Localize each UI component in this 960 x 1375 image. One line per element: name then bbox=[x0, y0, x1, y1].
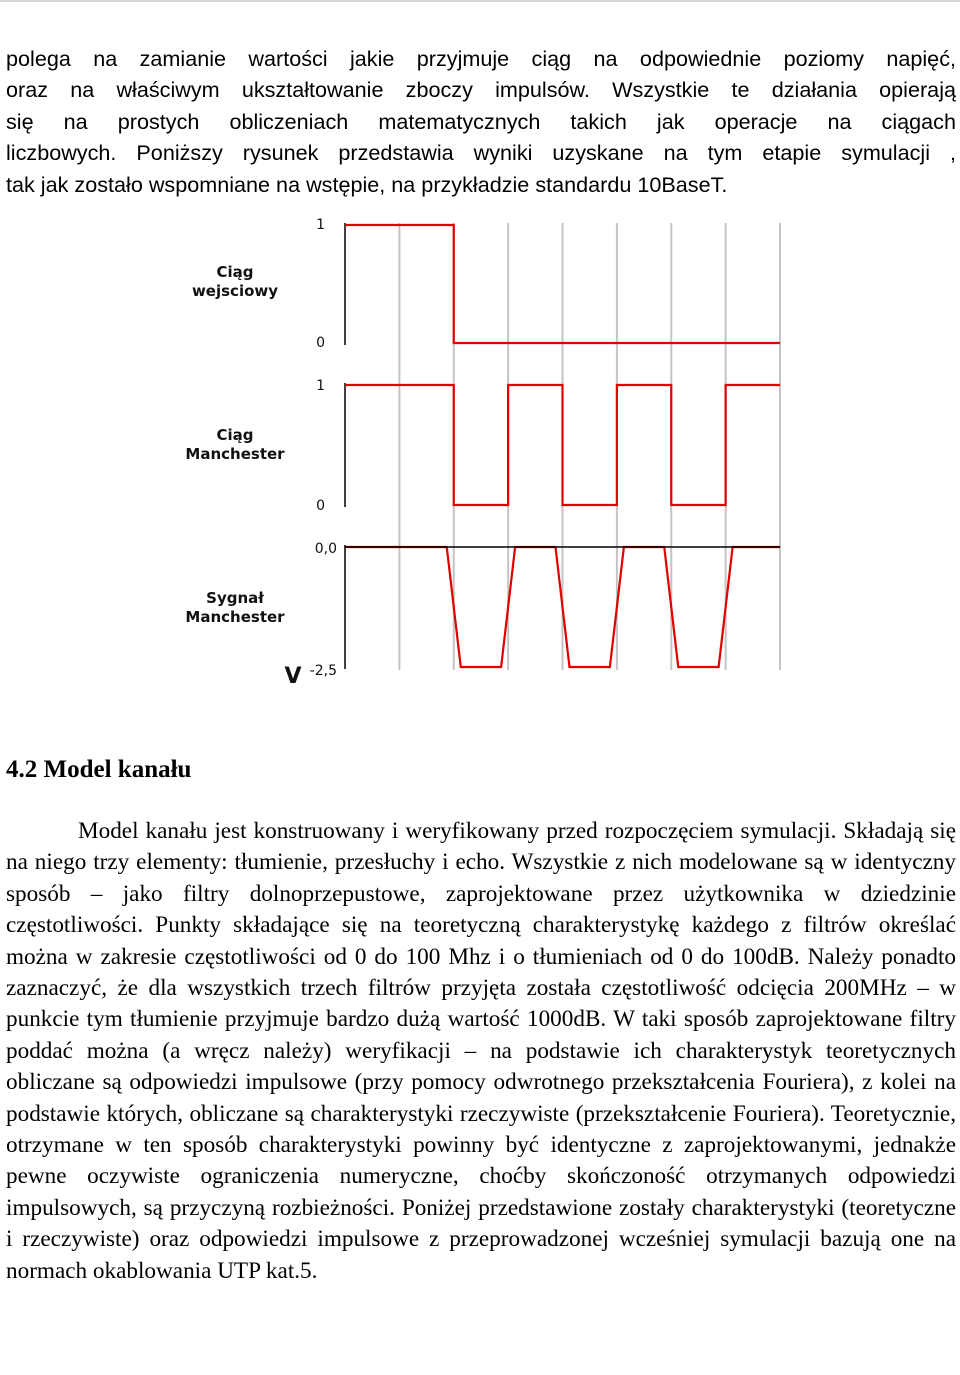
input-tick-top: 1 bbox=[316, 217, 325, 233]
intro-paragraph bbox=[6, 43, 956, 200]
intro-line-3: się na prostych obliczeniach matematycznych takich jak operacje na ciągach bbox=[6, 108, 956, 134]
input-label-line2: wejsciowy bbox=[191, 282, 279, 300]
manchester-tick-top: 1 bbox=[316, 378, 325, 394]
intro-line-4-end: Poniższy rysunek przedstawia wyniki uzyskane na tym etapie symulacji , bbox=[136, 140, 956, 166]
body-paragraph: Model kanału jest konstruowany i weryfikowany przed rozpoczęciem symulacji. Składają się na niego trzy elementy: tłumienie, przesłuchy i echo. Wszystkie z nich modelowane są w identyczny sposób – jako filtry dolnoprzepustowe, zaprojektowane przez użytkownika w dziedzinie częstotliwości. Punkty składające się na teoretyczną charakterystykę każdego z filtrów określać można w zakresie częstotliwości od 0 do 100 Mhz i o tłumieniach od 0 do 100dB. Należy ponadto zaznaczyć, że dla wszystkich trzech filtrów przyjęta została częstotliwość odcięcia 200MHz – w punkcie tym tłumienie przyjmuje bardzo dużą wartość 1000dB. W taki sposób zaprojektowane filtry poddać można (a wręcz należy) weryfikacji – na podstawie ich charakterystyk teoretycznych obliczane są odpowiedzi impulsowe (przy pomocy odwrotnego przekształcenia Fouriera), z kolei na podstawie których, obliczane są charakterystyki rzeczywiste (przekształcenie Fouriera). Teoretycznie, otrzymane w ten sposób charakterystyki powinny być identyczne z zaprojektowanymi, jednakże pewne oczywiste ograniczenia numeryczne, choćby skończoność otrzymanych odpowiedzi impulsowych, są przyczyną rozbieżności. Poniżej przedstawione zostały charakterystyki (teoretyczne i rzeczywiste) oraz odpowiedzi impulsowe z przeprowadzonej wcześniej symulacji bazują one na normach okablowania UTP kat.5. bbox=[6, 818, 956, 1284]
intro-line-4-start: liczbowych. bbox=[6, 140, 137, 166]
manchester-label-line1: Ciąg bbox=[216, 426, 254, 444]
input-tick-bottom: 0 bbox=[316, 335, 325, 351]
section-heading: 4.2 Model kanału bbox=[6, 756, 192, 783]
intro-line-2: oraz na właściwym ukształtowanie zboczy impulsów. Wszystkie te działania opierają bbox=[6, 77, 956, 103]
manchester-label-line2: Manchester bbox=[185, 445, 285, 463]
signal-tick-bottom: -2,5 bbox=[309, 663, 337, 679]
signal-tick-top: 0,0 bbox=[314, 541, 337, 557]
manchester-waveform bbox=[345, 385, 780, 505]
signal-label-line1: Sygnał bbox=[206, 589, 264, 607]
intro-line-1: polega na zamianie wartości jakie przyjmuje ciąg na odpowiednie poziomy napięć, bbox=[6, 46, 956, 71]
manchester-figure bbox=[175, 205, 795, 685]
page-top-rule bbox=[0, 0, 960, 2]
signal-label-line2: Manchester bbox=[185, 608, 285, 626]
volt-unit-label: V bbox=[284, 664, 302, 685]
manchester-tick-bottom: 0 bbox=[316, 498, 325, 514]
input-label-line1: Ciąg bbox=[216, 263, 254, 281]
time-gridlines bbox=[399, 223, 780, 670]
intro-line-5: tak jak zostało wspomniane na wstępie, na przykładzie standardu 10BaseT. bbox=[6, 171, 728, 197]
intro-line-4 bbox=[6, 137, 956, 168]
